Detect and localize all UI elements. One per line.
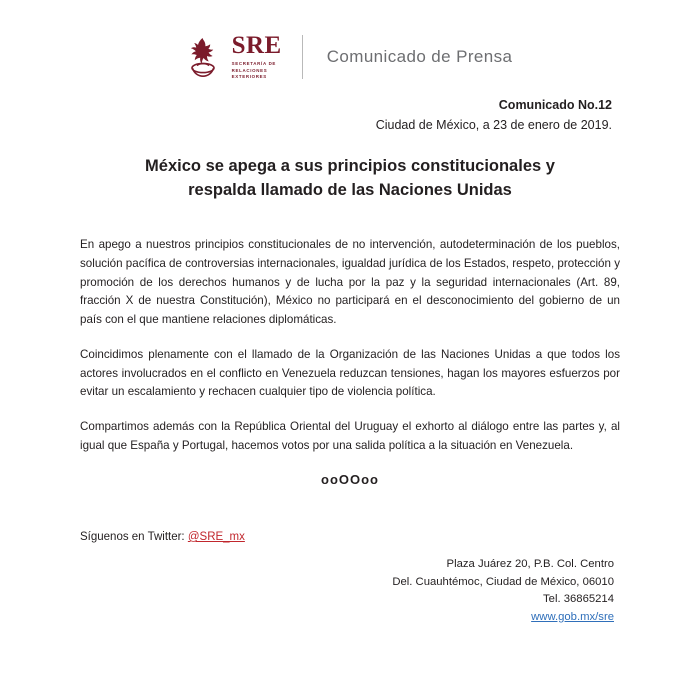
body-paragraph: Compartimos además con la República Oriental del Uruguay el exhorto al diálogo entre las partes y, al igual que España y Portugal, hacemos votos por una salida política a la situación en Venezuela. bbox=[80, 420, 620, 453]
sre-logotype bbox=[232, 33, 282, 81]
header-divider bbox=[302, 35, 303, 79]
document-body bbox=[80, 236, 620, 487]
website-link[interactable]: www.gob.mx/sre bbox=[531, 610, 614, 623]
body-paragraph: En apego a nuestros principios constitucionales de no intervención, autodeterminación de los pueblos, solución pacífica de controversias internacionales, igualdad jurídica de los Estados, respeto, protección y promoción de los derechos humanos y de lucha por la paz y la seguridad internacionales (Art. 89, fracción X de nuestra Constitución), México no participará en el desconocimiento del gobierno de un país con el que mantiene relaciones diplomáticas. bbox=[80, 238, 620, 327]
sre-full-name: SECRETARÍA DE RELACIONES EXTERIORES bbox=[231, 60, 277, 80]
phone-line: Tel. 36865214 bbox=[543, 593, 614, 605]
sre-acronym: SRE bbox=[231, 31, 282, 59]
social-follow-line bbox=[80, 531, 245, 543]
address-line-2: Del. Cuauhtémoc, Ciudad de México, 06010 bbox=[392, 575, 614, 588]
address-line-1: Plaza Juárez 20, P.B. Col. Centro bbox=[446, 558, 614, 570]
release-place-date: Ciudad de México, a 23 de enero de 2019. bbox=[375, 118, 612, 133]
end-ornament: ooOOoo bbox=[321, 471, 379, 487]
twitter-handle-link[interactable]: @SRE_mx bbox=[187, 531, 245, 543]
headline-line-1: México se apega a sus principios constitucionales y bbox=[145, 157, 555, 176]
footer-address bbox=[392, 556, 614, 626]
headline-line-2: respalda llamado de las Naciones Unidas bbox=[188, 180, 512, 199]
body-paragraph: Coincidimos plenamente con el llamado de la Organización de las Naciones Unidas a que todos los actores involucrados en el conflicto en Venezuela reduzcan tensiones, hagan los mayores esfuerzos por evitar un escalamiento y rechacen cualquier tipo de violencia política. bbox=[80, 347, 620, 399]
letterhead bbox=[0, 22, 700, 92]
document-type-title: Comunicado de Prensa bbox=[326, 46, 513, 66]
letterhead-inner bbox=[188, 33, 513, 81]
release-number: Comunicado No.12 bbox=[498, 98, 612, 112]
page-title bbox=[80, 155, 620, 203]
mexican-eagle-emblem-icon bbox=[188, 35, 218, 79]
social-follow-label: Síguenos en Twitter: bbox=[80, 531, 185, 543]
document-meta bbox=[376, 96, 612, 134]
